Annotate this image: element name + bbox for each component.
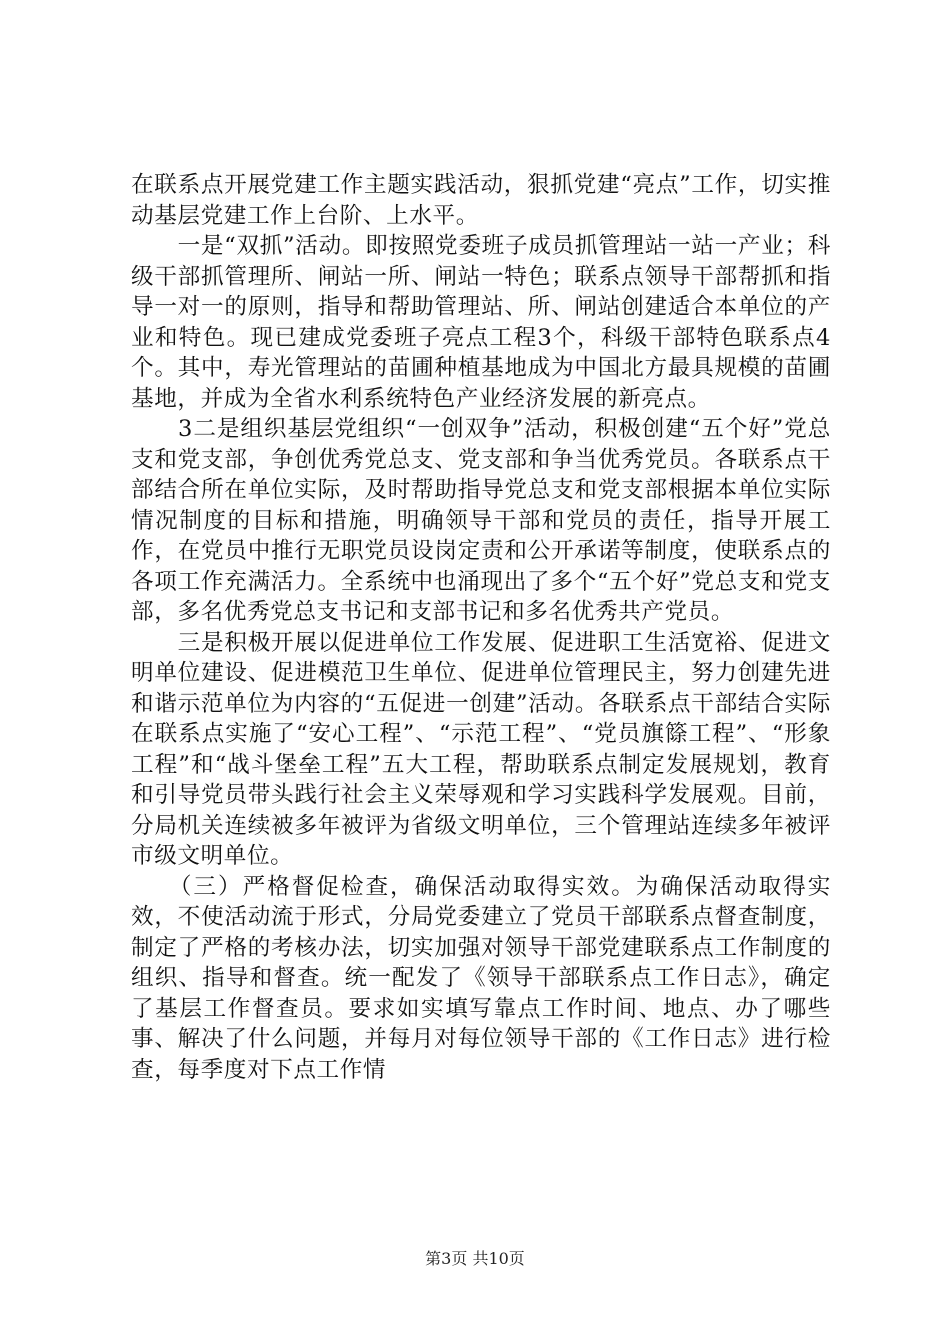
body-text (131, 170, 831, 1085)
paragraph-1: 在联系点开展党建工作主题实践活动，狠抓党建“亮点”工作，切实推动基层党建工作上台阶、上水平。 (131, 172, 831, 229)
paragraph-2: 一是“双抓”活动。即按照党委班子成员抓管理站一站一产业；科级干部抓管理所、闸站一所、闸站一特色；联系点领导干部帮抓和指导一对一的原则，指导和帮助管理站、所、闸站创建适合本单位的产业和特色。现已建成党委班子亮点工程3个，科级干部特色联系点4个。其中，寿光管理站的苗圃种植基地成为中国北方最具规模的苗圃基地，并成为全省水利系统特色产业经济发展的新亮点。 (131, 233, 831, 412)
paragraph-5: （三）严格督促检查，确保活动取得实效。为确保活动取得实效，不使活动流于形式，分局党委建立了党员干部联系点督查制度，制定了严格的考核办法，切实加强对领导干部党建联系点工作制度的组织、指导和督查。统一配发了《领导干部联系点工作日志》，确定了基层工作督查员。要求如实填写靠点工作时间、地点、办了哪些事、解决了什么问题，并每月对每位领导干部的《工作日志》进行检查，每季度对下点工作情 (131, 873, 831, 1083)
paragraph-3: 3二是组织基层党组织“一创双争”活动，积极创建“五个好”党总支和党支部，争创优秀党总支、党支部和争当优秀党员。各联系点干部结合所在单位实际，及时帮助指导党总支和党支部根据本单位实际情况制度的目标和措施，明确领导干部和党员的责任，指导开展工作，在党员中推行无职党员设岗定责和公开承诺等制度，使联系点的各项工作充满活力。全系统中也涌现出了多个“五个好”党总支和党支部，多名优秀党总支书记和支部书记和多名优秀共产党员。 (131, 416, 831, 625)
page-footer: 第3页 共10页 (425, 1249, 525, 1268)
paragraph-4: 三是积极开展以促进单位工作发展、促进职工生活宽裕、促进文明单位建设、促进模范卫生单位、促进单位管理民主，努力创建先进和谐示范单位为内容的“五促进一创建”活动。各联系点干部结合实际在联系点实施了“安心工程”、“示范工程”、“党员旗篨工程”、“形象工程”和“战斗堡垒工程”五大工程，帮助联系点制定发展规划，教育和引导党员带头践行社会主义荣辱观和学习实践科学发展观。目前，分局机关连续被多年被评为省级文明单位，三个管理站连续多年被评市级文明单位。 (131, 629, 831, 869)
